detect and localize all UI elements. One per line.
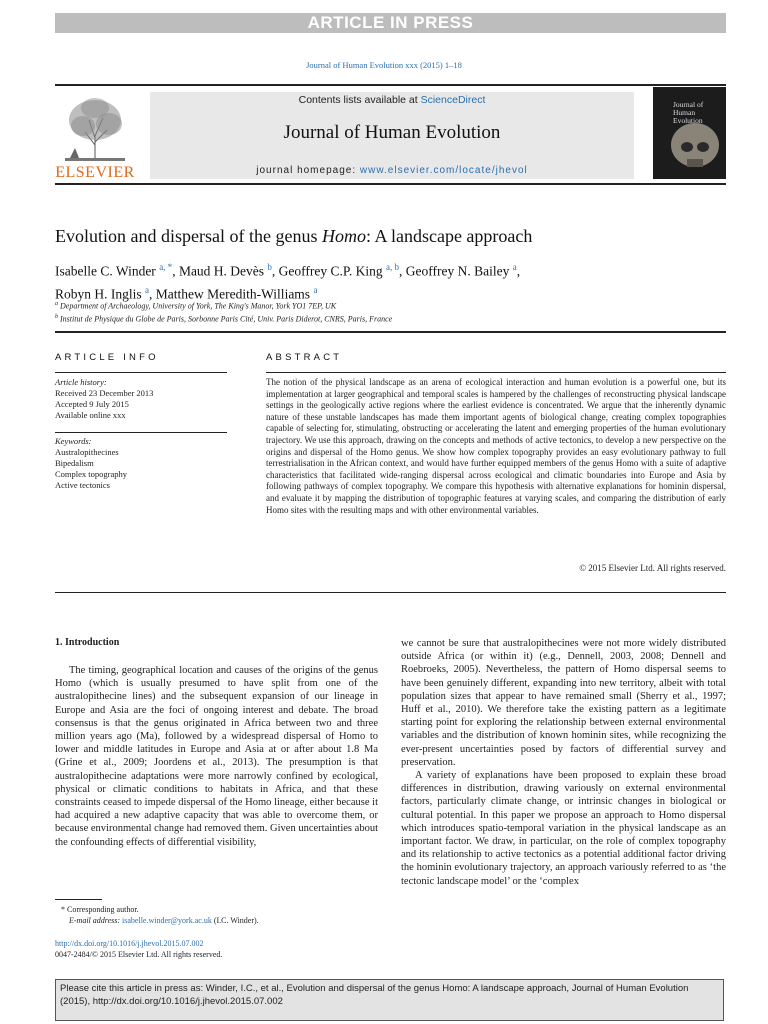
author-name[interactable]: Maud H. Devès	[178, 263, 268, 279]
author-name[interactable]: Isabelle C. Winder	[55, 263, 160, 279]
keywords	[55, 436, 227, 491]
footnote-mark: *	[61, 905, 65, 914]
corresponding-label: Corresponding author.	[67, 905, 139, 914]
homepage-prefix: journal homepage:	[256, 165, 360, 176]
affiliation-marker: a	[55, 301, 58, 307]
title-genus: Homo	[321, 226, 366, 246]
keyword-item: Australopithecines	[55, 447, 119, 457]
contents-prefix: Contents lists available at	[298, 94, 421, 106]
author-separator: ,	[516, 263, 521, 279]
corresponding-footnote	[55, 904, 259, 926]
article-info-heading: ARTICLE INFO	[55, 352, 159, 363]
author-separator: ,	[399, 263, 406, 279]
cite-this-article-box: Please cite this article in press as: Winder, I.C., et al., Evolution and dispersal of the genus Homo: A landscape approach, Journal of Human Evolution (2015), http://dx.doi.org/10.1016/j.jhevol.2015.07.002	[55, 979, 724, 1021]
introduction-heading: 1. Introduction	[55, 637, 120, 648]
header-bottom-rule	[55, 183, 726, 185]
abstract-bottom-rule	[55, 592, 726, 593]
intro-paragraph-1-cont: we cannot be sure that australopithecines were not more widely distributed outside Africa (or within it) (e.g., Dennell, 2003, 2008; Dennell and Roebroeks, 2005). Nevertheless, the pattern of Homo dispersal seems to have been genuinely different, expanding into new territory, albeit with total population sizes that appear to have remained small (Sherry et al., 1997; Huff et al., 2010). We therefore take the existing pattern as a legitimate starting point for exploring the relationship between external environmental variables and the distribution of known hominin sites, while recognizing the ever-present uncertainties posed by factors of differential survey and preservation.	[401, 638, 726, 768]
affiliation-list	[55, 299, 695, 324]
affiliation	[55, 299, 695, 312]
elsevier-wordmark: ELSEVIER	[55, 164, 135, 181]
intro-paragraph-1: The timing, geographical location and causes of the origins of the genus Homo (which is usually presumed to have split from one of the australopithecine lines) and the subsequent expansion of our lineage in Europe and Asia are the foci of ongoing interest and debate. The broad consensus is that the genus originated in Africa between two and three million years ago (Ma), followed by a widespread dispersal of Homo to lower and middle latitudes in Europe and Asia at or after about 1.8 Ma (Grine et al., 2009; Joordens et al., 2013). The presumption is that australopithecine adaptations were more narrowly confined by ecological, physical or climatic conditions to habitats in Africa, and that these constraints ceased to impede dispersal of the Homo lineage, either because it had acquired a new adaptive capacity that was able to overcome them, or because environmental change had removed them. Given uncertainties about the confounding effects of differential visibility,	[55, 665, 378, 848]
homepage-link[interactable]: www.elsevier.com/locate/jhevol	[359, 165, 528, 176]
author-name[interactable]: Geoffrey C.P. King	[278, 263, 387, 279]
cover-title: Journal of Human Evolution	[673, 100, 704, 125]
author-separator: ,	[271, 263, 279, 279]
abstract-copyright: © 2015 Elsevier Ltd. All rights reserved.	[579, 563, 726, 573]
abstract-rule	[266, 372, 726, 373]
keywords-label: Keywords:	[55, 436, 92, 446]
author-affiliation-marker[interactable]: a, b	[386, 262, 400, 272]
header-top-rule	[55, 84, 726, 86]
contents-available	[150, 94, 634, 106]
history-label: Article history:	[55, 377, 107, 387]
author-name[interactable]: Robyn H. Inglis	[55, 286, 146, 301]
author-affiliation-marker[interactable]: a	[512, 262, 517, 272]
affiliation-text: Department of Archaeology, University of York, The King's Manor, York YO1 7EP, UK	[58, 301, 337, 311]
body-column-left	[55, 664, 378, 849]
author-list	[55, 258, 695, 303]
keyword-item: Bipedalism	[55, 458, 94, 468]
author-name[interactable]: Matthew Meredith-Williams	[155, 286, 314, 301]
history-accepted: Accepted 9 July 2015	[55, 399, 129, 409]
email-suffix: (I.C. Winder).	[211, 916, 259, 925]
keyword-item: Complex topography	[55, 469, 128, 479]
history-received: Received 23 December 2013	[55, 388, 154, 398]
journal-homepage	[150, 165, 634, 176]
abstract-text: The notion of the physical landscape as an arena of ecological interaction and human evolution is a powerful one, but its implementation at larger geographical and temporal scales is hampered by the challenges of reconstructing physical landscape settings in the geologically active regions where the earliest evidence is concentrated. We argue that the inherently dynamic nature of these unstable landscapes has made them important agents of biological change, creating complex topographies capable of selecting for, stimulating, obstructing or accelerating the latent and emerging properties of the human evolutionary trajectory. We use this approach, drawing on the concepts and methods of active tectonics, to develop a new perspective on the origins and dispersal of the Homo genus. We show how complex topography provides an easy evolutionary pathway to full terrestrialisation in the African context, and would have further equipped members of the genus Homo with a suite of adaptive characteristics that facilitated wide-ranging dispersal across ecological and climatic boundaries into Europe and Asia by following pathways of complex topography. We compare this hypothesis with alternative explanations for hominin dispersal, and evaluate it by mapping the distribution of topographic features at varying scales, and comparing the distribution of early Homo sites with the resulting maps and with other environmental variables.	[266, 377, 726, 515]
affiliation-marker: b	[55, 313, 58, 320]
article-title	[55, 226, 532, 247]
elsevier-logo[interactable]	[55, 90, 135, 180]
title-bottom-rule	[55, 331, 726, 333]
intro-paragraph-2: A variety of explanations have been proposed to explain these broad differences in distribution, drawing variously on external environmental factors, particularly climate change, or intrinsic changes in biological or cultural potential. In this paper we propose an approach to Homo dispersal which introduces spatio-temporal variation in the physical landscape as an important factor. We draw, in particular, on the role of complex topography and its relationship to active tectonics as a potential additional factor driving the hominin evolutionary trajectory, an approach variously referred to as ‘the tectonic landscape model’ or the ‘complex	[401, 770, 726, 887]
title-part-2: : A landscape approach	[365, 226, 533, 246]
body-column-right	[401, 637, 726, 888]
author-affiliation-marker[interactable]: b	[267, 262, 272, 272]
issn-line: 0047-2484/© 2015 Elsevier Ltd. All rights reserved.	[55, 950, 223, 959]
affiliation-text: Institut de Physique du Globe de Paris, Sorbonne Paris Cité, Univ. Paris Diderot, CNRS, Paris, France	[58, 314, 393, 324]
info-rule-1	[55, 372, 227, 373]
author-affiliation-marker[interactable]: a	[313, 284, 318, 295]
article-in-press-banner: ARTICLE IN PRESS	[55, 13, 726, 33]
article-history	[55, 377, 227, 421]
doi-block	[55, 938, 222, 960]
abstract-heading: ABSTRACT	[266, 352, 343, 363]
author-separator: ,	[149, 286, 156, 301]
sciencedirect-link[interactable]: ScienceDirect	[420, 94, 486, 106]
title-part-1: Evolution and dispersal of the genus	[55, 226, 322, 246]
info-rule-2	[55, 432, 227, 433]
author-affiliation-marker[interactable]: a	[145, 284, 150, 295]
journal-citation-link[interactable]: Journal of Human Evolution xxx (2015) 1–18	[306, 60, 462, 70]
history-online: Available online xxx	[55, 410, 126, 420]
author-separator: ,	[172, 263, 179, 279]
keyword-item: Active tectonics	[55, 480, 110, 490]
affiliation	[55, 312, 695, 325]
author-email-link[interactable]: isabelle.winder@york.ac.uk	[122, 916, 212, 925]
journal-cover-thumbnail[interactable]	[653, 87, 726, 179]
journal-title: Journal of Human Evolution	[283, 122, 501, 143]
author-affiliation-marker[interactable]: a, *	[159, 262, 173, 272]
doi-link[interactable]: http://dx.doi.org/10.1016/j.jhevol.2015.07.002	[55, 939, 204, 948]
author-name[interactable]: Geoffrey N. Bailey	[405, 263, 513, 279]
email-label: E-mail address:	[69, 916, 123, 925]
footnote-rule	[55, 899, 102, 900]
